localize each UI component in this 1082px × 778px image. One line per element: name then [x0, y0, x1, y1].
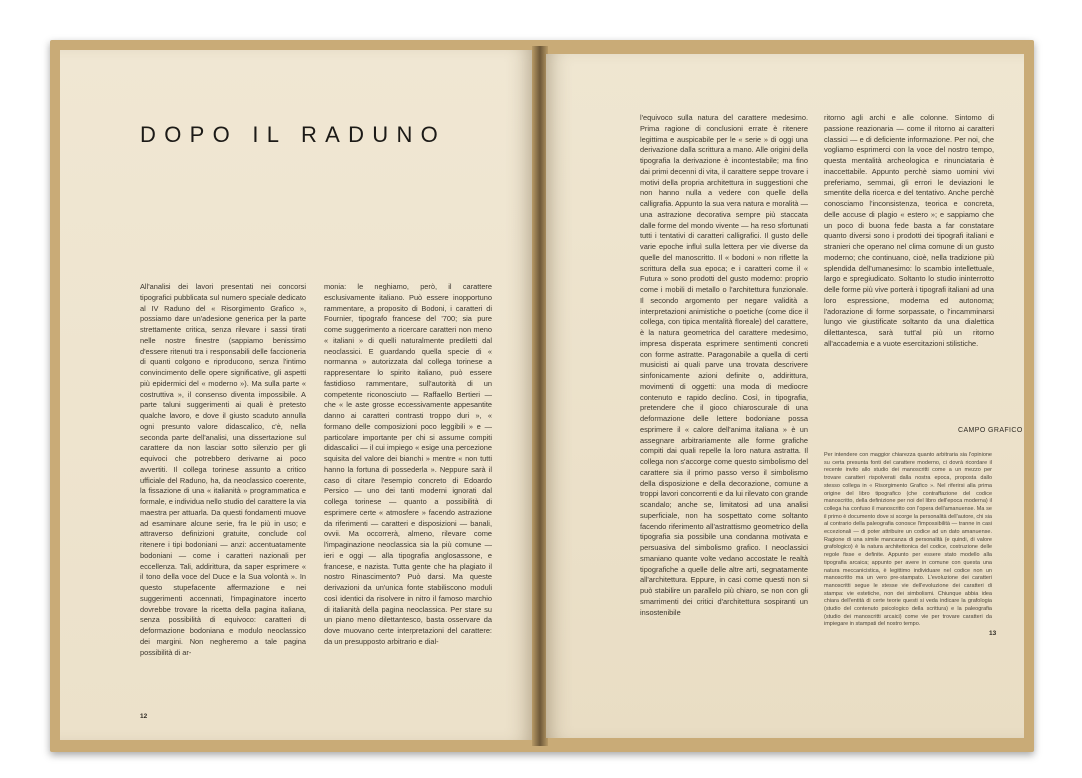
page-number: 13 [989, 630, 997, 637]
right-page [546, 54, 1024, 738]
left-column-1 [140, 282, 306, 702]
page-number: 12 [140, 713, 148, 720]
left-page [60, 50, 534, 740]
left-column-2 [324, 282, 492, 702]
body-text: ritorno agli archi e alle colonne. Sintomo di passione reazionaria — come il ritorno ai caratteri classici — e di deficiente informazione. Per noi, che vogliamo esprimerci con la voce del nostro tempo, questa mentalità archeologica e rinunciataria è inaccettabile. Appunto perchè siamo uomini vivi preferiamo, semmai, gli errori le deviazioni le smentite della ricerca e del tentativo. Anche perchè conosciamo l'inconsistenza, teorica e concreta, delle accuse di plagio « estero »; e sappiamo che un poco di buona fede basta a far constatare quanto diversi sono i prodotti dei tipografi italiani e stranieri che operano nel clima comune di un gusto moderno; che continuano, cioè, nella tradizione più splendida dell'umanesimo: lo scambio intellettuale, largo e spregiudicato. Soltanto lo studio ininterrotto delle forme più vive porterà i tipografi italiani ad una loro espressione, moderna ed autonoma; l'adorazione di forme sorpassate, o l'incamminarsi lungo vie giustificate soltanto da una dialettica dilettantesca, sarà tutt'al più un ritorno all'accademia e a vuote esercitazioni stilistiche. [824, 113, 994, 348]
body-text: l'equivoco sulla natura del carattere medesimo. Prima ragione di conclusioni errate è ritenere legittima e auspicabile per le « serie » di oggi una derivazione dalla scrittura a mano. Alle origini della tipografia la derivazione è incontestabile; ma fino dai primi decenni di vita, il carattere seppe trovare i motivi della propria architettura in suggestioni che non hanno nulla a vedere con quelle della calligrafia. Appunto la sua vera natura e moralità — una astrazione decorativa sempre più staccata dalle forme del mondo vivente — ha reso sfortunati tutti i tentativi di caratteri calligrafici. Il gusto delle varie epoche influì sulla lettera per vie diverse da quelle del manoscritto. Il « bodoni » non riflette la scrittura della sua epoca; e i caratteri come il « Futura » sono prodotti del gusto moderno: proprio come i mobili di metallo o l'architettura funzionale. Il secondo argomento per negare validità a interpretazioni animistiche o poetiche (come dice il collega, con tipica mentalità floreale) del carattere, è la natura geometrica del carattere medesimo, impresa disperata esprimere sentimenti concreti con forme astratte. Paragonabile a quella di certi musicisti ai quali parve una trovata descrivere sinfonicamente azioni definite o, addirittura, movimenti di oggetti: una moda di mediocre contenuto e rapido declino. Così, in tipografia, pretendere che il gioco chiaroscurale di una deformazione delle lettere bodoniane possa esprimere il « calore dell'anima italiana » è un assegnare arbitrariamente alle forme grafiche compiti dai quali repelle la loro natura astratta. Il collega non s'accorge come questo simbolismo del carattere sia il primo passo verso il simbolismo della disposizione e della decorazione, comune a troppi lavori concorrenti e da lui rilevato con grande scandalo; anche se, limitatosi ad una analisi superficiale, non ha sospettato come soltanto facendo riferimento all'astrattismo geometrico della tipografia sia possibile una condanna motivata e persuasiva del simbolismo grafico. I neoclassici smaniano quante volte vedano accostate le realtà tipografiche a quelle delle altre arti, segnatamente all'architettura. Eppure, in casi come questi non si può stabilire un parallelo più chiaro, se non con gli smarrimenti dei critici d'architettura sospiranti un insostenibile [640, 113, 808, 617]
article-signature: CAMPO GRAFICO [958, 427, 1023, 434]
footnotes [824, 452, 992, 652]
right-column-1 [640, 113, 808, 693]
footnote-text: Per intendere con maggior chiarezza quanto arbitraria sia l'opinione su certa presunta fonti del carattere moderno, ci dovrà ricordare il recente invito allo studio dei manoscritti come a un mezzo per trovare caratteri rispolverati dalla nostra epoca, proposta dallo stesso collega in « Risorgimento Grafico ». Nel riferirsi alla prima origine del libro tipografico (che contraffazione del codice manoscritto, della definizione per noi del libro dell'epoca moderna) il collega ha confuso il manoscritto con l'opera dell'amanuense. Ma se il primo è documento dove si scorge la personalità dell'autore, chi sia al contrario della paleografia conosce l'impossibilità — tranne in casi eccezionali — di poter attribuire un codice ad un dato amanuense. Ragione di una simile mancanza di personalità (e quindi, di valore grafologico) è la natura architettonica del codice, costruzione delle regole fisse e definite. Appunto per essere stato modello alla tipografia arcaica; appunto per avere in comune con questa una natura meccanicistica, è legittimo individuare nel codice non un manoscritto ma un vero pre-stampato. L'evoluzione dei caratteri manoscritti segue le stesse vie dell'evoluzione dei caratteri di stampa: vie estetiche, non dei simbolismi. Chiunque abbia idea chiara dell'entità di certe teorie questi si veda indicare la grafologia (studio del contenuto psicologico della scrittura) e la paleografia (studio dei manoscritti arcaici) come vie per trovare caratteri da impiegare in stampati del nostro tempo. [824, 452, 992, 628]
article-title: DOPO IL RADUNO [140, 122, 447, 147]
body-text: monia: le neghiamo, però, il carattere esclusivamente italiano. Può essere inopportuno rammentare, a proposito di Bodoni, i caratteri di Fournier, tipografo francese del '700; sia pure come suggerimento a ricercare caratteri non meno « italiani » di quelli naturalmente prediletti dal neoclassici. E guardando quella specie di « normanna » autorizzata dal collega torinese a rappresentare lo spirito italiano, può essere fastidioso rammentare, sull'autorità di un competente riconosciuto — Raffaello Bertieri — che « le aste grosse eccessivamente appesantite danno ai caratteri contrasti troppo duri », « formano delle composizioni poco leggibili » e — particolare importante per chi si assume compiti didascalici — il cui impiego « esige una percezione squisita del valore dei bianchi » mentre « non tutti hanno la fortuna di possederla ». Neppure sarà il caso di citare l'esempio concreto di Edoardo Persico — uno dei tanti moderni ignorati dal collega torinese — quanto a possibilità di esprimere certe « atmosfere » facendo astrazione da riferimenti — caratteri e disposizioni — banali, ovvii. Ma occorrerà, almeno, rilevare come l'impaginazione neoclassica sia la più comune — ieri e oggi — alla tipografia anglosassone, e francese, e nazista. Tutta gente che ha plagiato il nostro Rinascimento? Può darsi. Ma queste derivazioni da un'unica fonte stabiliscono moduli così identici da risolvere in nitro il famoso marchio di italianità della pagina neoclassica. Per stare su un piano meno dilettantesco, basta osservare da dove muovano certe interpretazioni del carattere: da un presupposto arbitrario e dial- [324, 282, 492, 646]
right-column-2 [824, 113, 994, 443]
body-text: All'analisi dei lavori presentati nei concorsi tipografici pubblicata sul numero speciale dedicato al IV Raduno del « Risorgimento Grafico », possiamo dare un'adesione generica per la parte strettamente critica, senza rilevare i sassi tirati nelle nostre finestre (sappiamo benissimo d'essere ritenuti tra i responsabili delle faccioneria di quanti colgono e riproducono, senza l'intimo convincimento delle opere significative, gli aspetti più epidermici del « moderno »). Ma sulla parte « costruttiva », il consenso diventa impossibile. A parte taluni suggerimenti ai quali è pretesto qualche lavoro, e dove il giusto scaduto annulla ogni presunto valore didascalico, c'è, nella seconda parte dell'analisi, una dissertazione sul carattere da non lasciar sotto silenzio per gli equivoci che potrebbero derivarne ai poco avvertiti. Il collega torinese assunto a critico ufficiale del Raduno, ha, da neoclassico coerente, la fissazione di una « italianità » programmatica e formale, e individua nello studio del carattere la via maestra per attuarla. Da questi fondamenti muove ad esaminare alcune serie, fra le più in uso; e attraverso definizioni gratuite, conclude col ritenere i tipi bodoniani — anzi: accentuatamente bodoniani — come i caratteri nazionali per eccellenza. Tali, addirittura, da saper esprimere « il tono della voce del Duce e la Sua volontà ». In questo stupefacente affermazione e nei suggerimenti accennati, l'impaginatore incerto dovrebbe trovare la ricetta della pagina italiana, senza possibilità di equivoco: caratteri di deformazione bodoniana e modulo neoclassico dei margini. Non negheremo a tale pagina possibilità di ar- [140, 282, 306, 657]
